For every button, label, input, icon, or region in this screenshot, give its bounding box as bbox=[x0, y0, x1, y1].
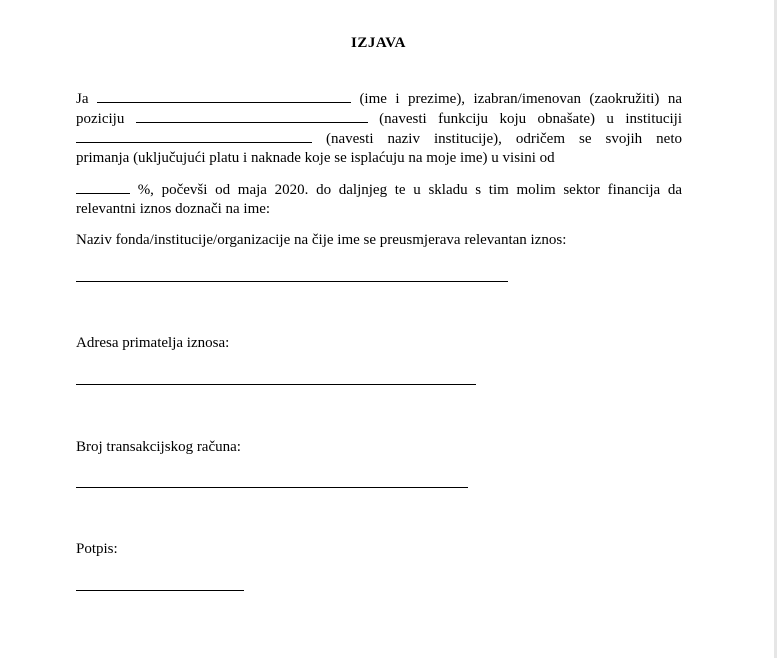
text-percentage: %, počevši od maja 2020. do daljnjeg te u skladu s tim molim sektor financija da bbox=[137, 182, 682, 198]
declaration-line-4 bbox=[76, 149, 682, 168]
declaration-line-2 bbox=[76, 109, 682, 129]
name-blank[interactable] bbox=[97, 89, 351, 103]
account-label: Broj transakcijskog računa: bbox=[76, 439, 241, 455]
signature-label: Potpis: bbox=[76, 541, 118, 557]
text-position-hint: (navesti funkciju koju obnašate) u instituciji bbox=[379, 111, 683, 127]
fund-field[interactable] bbox=[76, 281, 508, 282]
text-recipient: relevantni iznos doznači na ime: bbox=[76, 201, 271, 217]
fund-label: Naziv fonda/institucije/organizacije na čije ime se preusmjerava relevantan iznos: bbox=[76, 232, 567, 248]
signature-field[interactable] bbox=[76, 590, 244, 591]
institution-blank[interactable] bbox=[76, 129, 312, 143]
position-blank[interactable] bbox=[136, 109, 368, 123]
declaration-line-1 bbox=[76, 89, 682, 109]
percentage-blank[interactable] bbox=[76, 180, 130, 194]
paragraph-percentage bbox=[76, 180, 682, 219]
percentage-line-2 bbox=[76, 200, 682, 219]
text-institution-hint: (navesti naziv institucije), odričem se svojih neto bbox=[326, 131, 682, 147]
text-income: primanja (uključujući platu i naknade koje se isplaćuju na moje ime) u visini od bbox=[76, 150, 555, 166]
text-name-hint: (ime i prezime), izabran/imenovan (zaokružiti) na bbox=[359, 91, 683, 107]
declaration-line-3 bbox=[76, 129, 682, 149]
address-label: Adresa primatelja iznosa: bbox=[76, 335, 230, 351]
percentage-line-1 bbox=[76, 180, 682, 200]
text-ja: Ja bbox=[76, 91, 89, 107]
document-title: IZJAVA bbox=[351, 35, 406, 51]
account-field[interactable] bbox=[76, 487, 468, 488]
paragraph-declaration bbox=[76, 89, 682, 168]
address-field[interactable] bbox=[76, 384, 476, 385]
text-poziciju: poziciju bbox=[76, 111, 125, 127]
